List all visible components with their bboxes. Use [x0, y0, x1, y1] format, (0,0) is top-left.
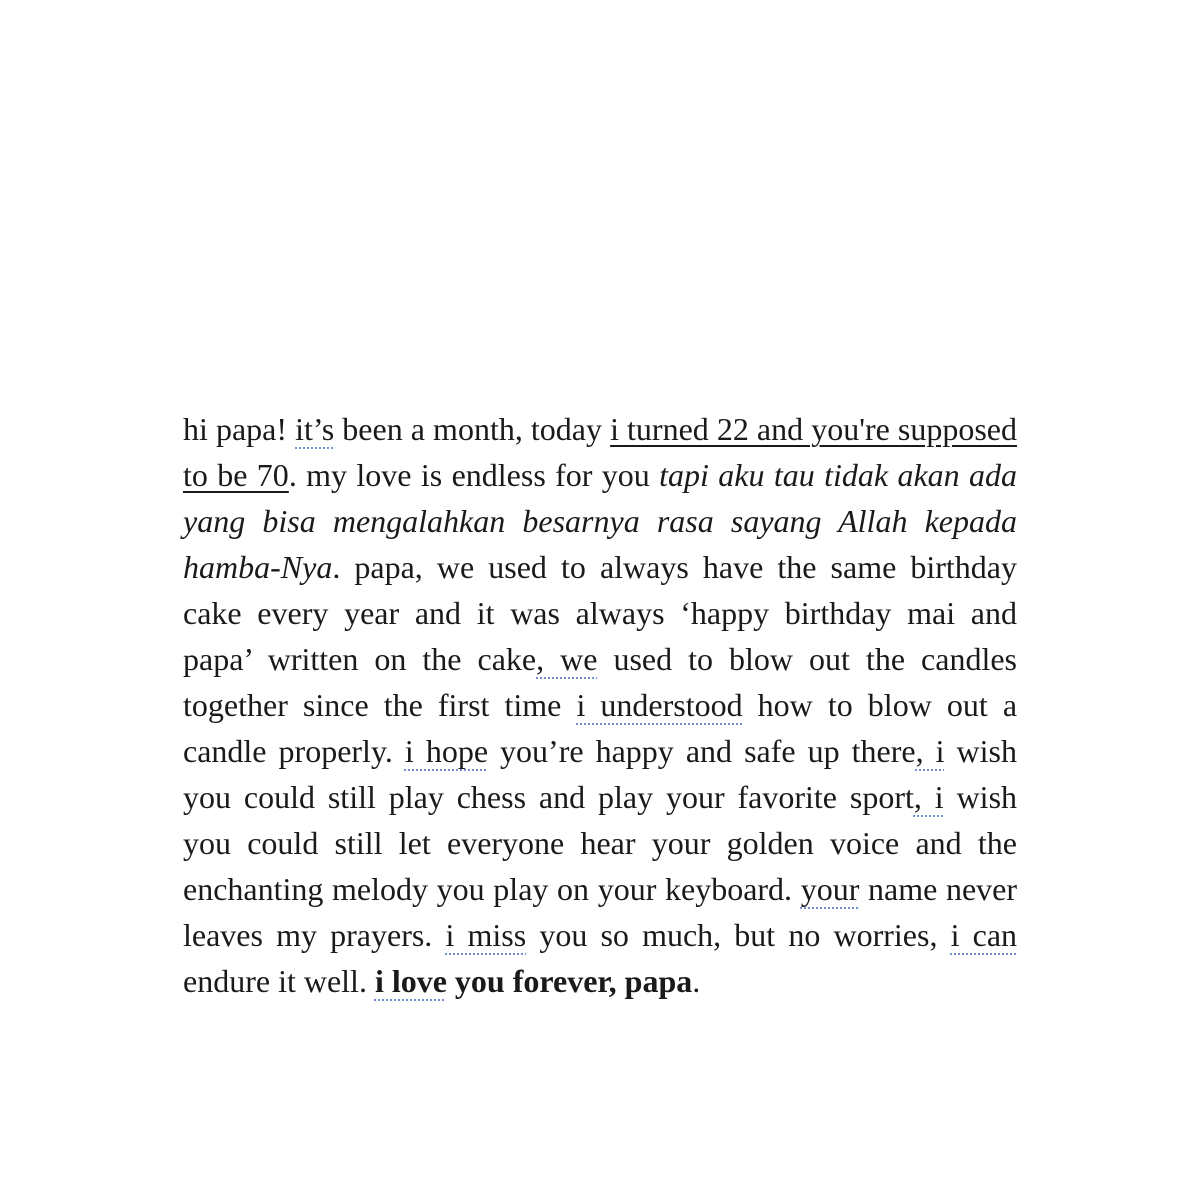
italic-phrase: tapi aku tau tidak akan ada yang bisa mengalahkan besarnya rasa sayang Allah kepada hamba-Nya [183, 457, 1018, 585]
spellcheck-flag[interactable]: i can [950, 917, 1018, 953]
body-text: been a month, today [334, 411, 611, 447]
body-text: you’re happy and safe up there [488, 733, 916, 769]
body-text: name never leaves my prayers. [183, 871, 1018, 953]
body-text: . my love is endless for you [288, 457, 660, 493]
body-text: endure it well. [183, 963, 375, 999]
body-text: . papa, we used to always have the same birthday cake every year and it was always ‘happy birthday mai and papa’ written on the cake [183, 549, 1017, 677]
body-text: wish you could still play chess and play your favorite sport [183, 733, 1017, 815]
spellcheck-flag[interactable]: your [800, 871, 860, 907]
body-text: used to blow out the candles together since the first time [183, 641, 1017, 723]
spellcheck-flag[interactable]: it’s [295, 411, 335, 447]
spellcheck-flag[interactable]: i understood [576, 687, 743, 723]
body-text: wish you could still let everyone hear your golden voice and the enchanting melody you play on your keyboard. [183, 779, 1018, 907]
spellcheck-flag[interactable]: i miss [445, 917, 527, 953]
body-text: how to blow out a candle properly. [183, 687, 1018, 769]
closing-period: . [692, 963, 701, 999]
body-text: you so much, but no worries, [526, 917, 951, 953]
letter-paragraph [183, 406, 1017, 1004]
spellcheck-flag[interactable]: , we [536, 641, 598, 677]
spellcheck-flag[interactable]: i hope [404, 733, 489, 769]
closing-bold-text: you forever, papa [446, 963, 693, 999]
underlined-phrase: i turned 22 and you're supposed to be 70 [183, 411, 1018, 493]
greeting-text: hi papa! [183, 411, 296, 447]
closing-bold-flagged[interactable]: i love [374, 963, 447, 999]
spellcheck-flag[interactable]: , i [915, 733, 945, 769]
spellcheck-flag[interactable]: , i [913, 779, 944, 815]
